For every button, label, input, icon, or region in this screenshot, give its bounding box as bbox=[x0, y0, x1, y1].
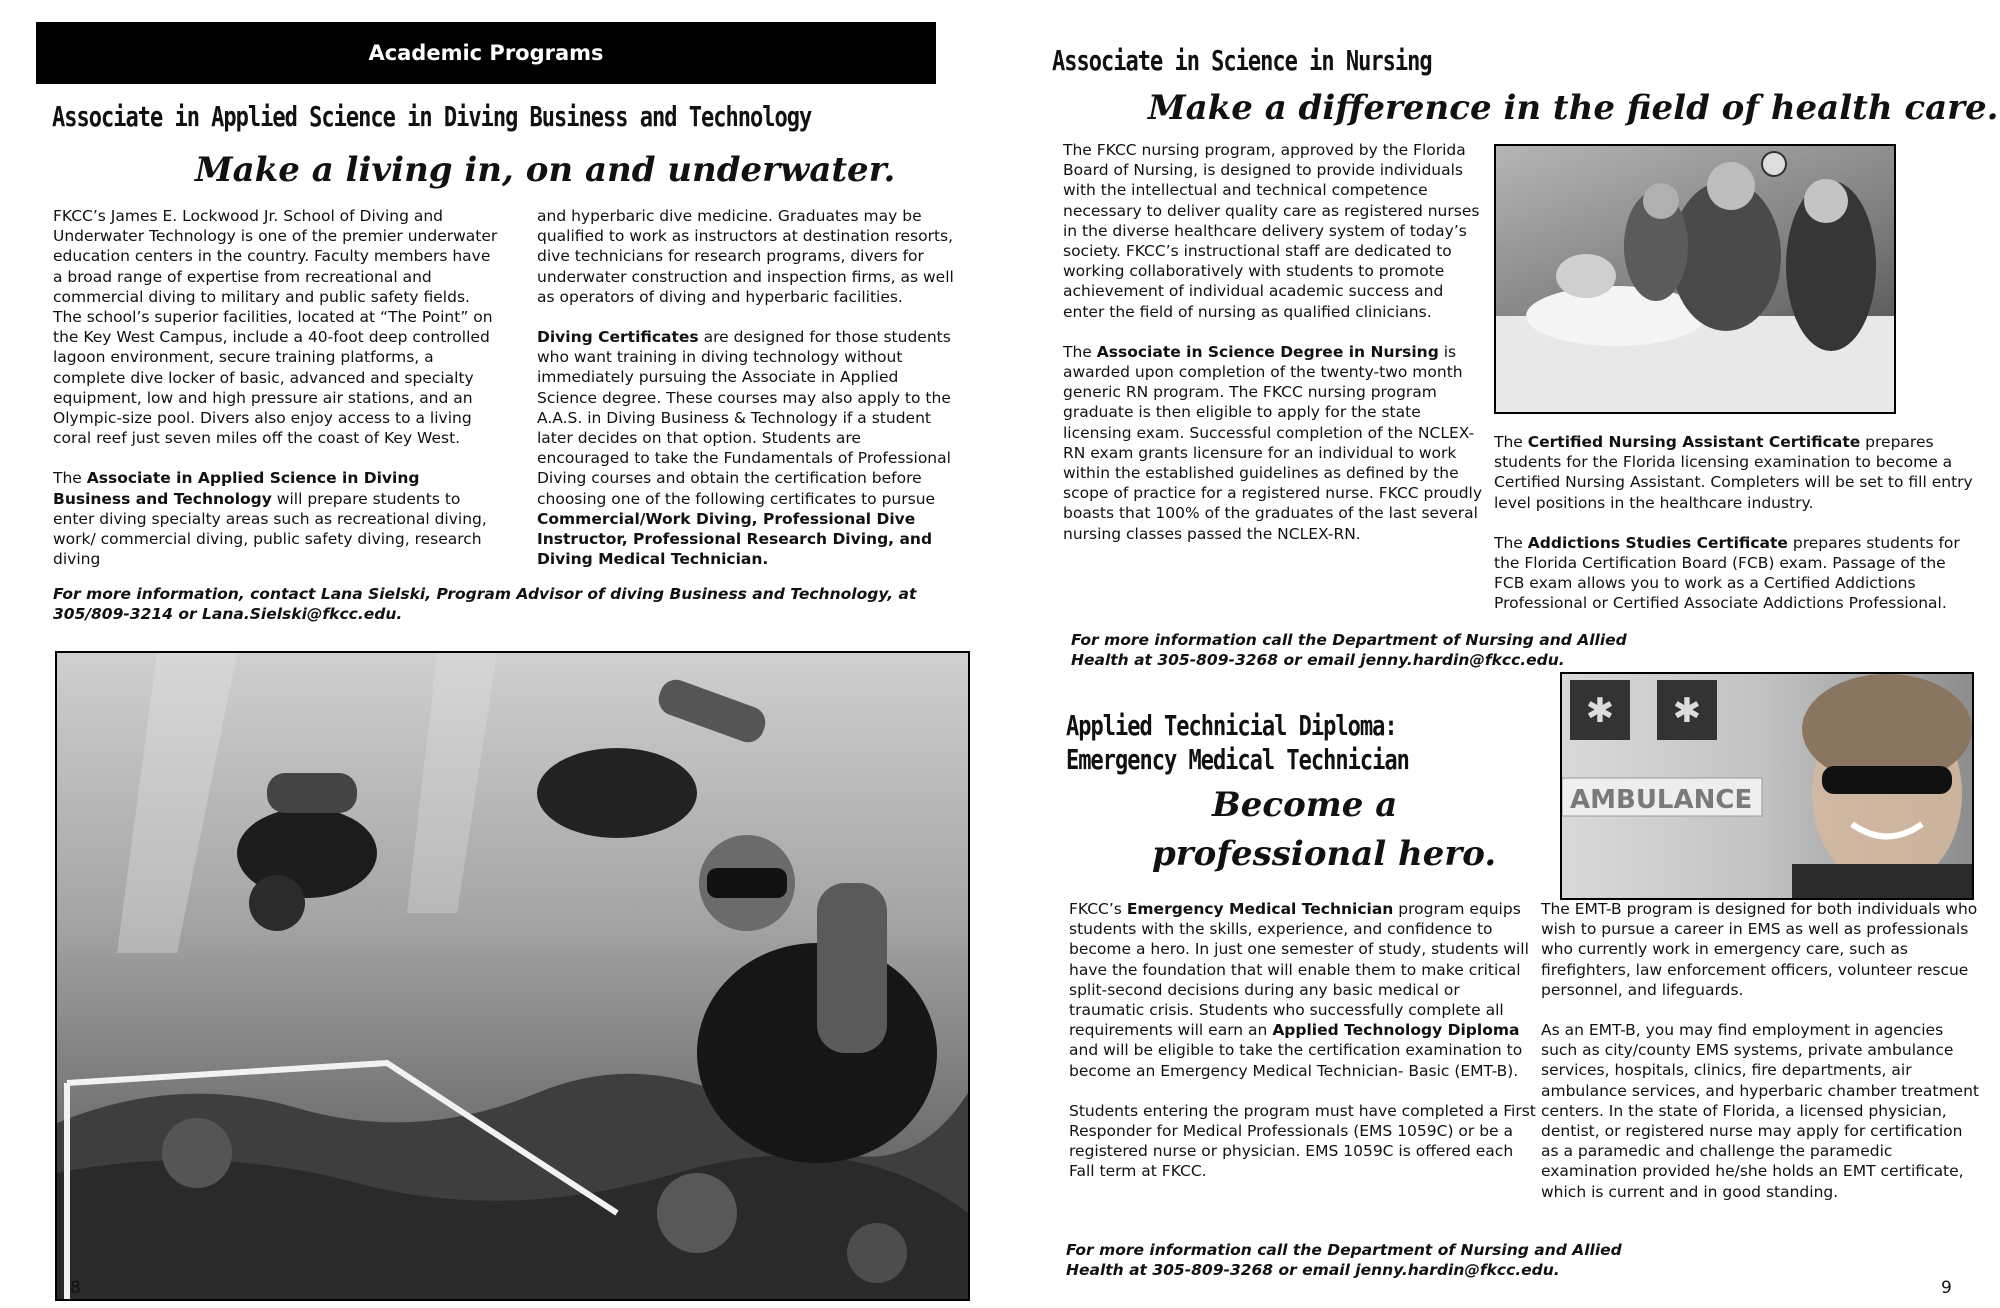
emt-b-program-paragraph: The EMT-B program is designed for both individuals who wish to pursue a career in EMS as well as professionals who currently work in emergency care, such as firefighters, law enforcement officers, volunteer rescue personnel, and lifeguards. bbox=[1541, 900, 1978, 999]
divers-illustration bbox=[57, 653, 968, 1299]
diving-column-1 bbox=[53, 206, 498, 589]
emt-column-1 bbox=[1069, 899, 1539, 1202]
ambulance-label: AMBULANCE bbox=[1570, 785, 1753, 815]
banner-title: Academic Programs bbox=[368, 41, 604, 65]
diving-column-2 bbox=[537, 206, 957, 589]
emt-tagline-line-2: professional hero. bbox=[1152, 834, 1497, 874]
svg-text:✱: ✱ bbox=[1672, 691, 1702, 731]
cna-certificate-paragraph: The Certified Nursing Assistant Certificate prepares students for the Florida licensing examination to become a Certified Nursing Assistant. Completers will be set to fill entry level positions in the healthcare industry. bbox=[1494, 433, 1973, 512]
diving-section-title: Associate in Applied Science in Diving Business and Technology bbox=[52, 102, 812, 134]
nursing-intro-paragraph: The FKCC nursing program, approved by the Florida Board of Nursing, is designed to provide individuals with the intellectual and technical competence necessary to deliver quality care as registered nurses in the diverse healthcare delivery system of today’s society. FKCC’s instructional staff are dedicated to working collaboratively with students to promote achievement of individual academic success and enter the field of nursing as qualified clinicians. bbox=[1063, 141, 1480, 321]
asn-degree-paragraph: The Associate in Science Degree in Nursing is awarded upon completion of the twenty-two month generic RN program. The FKCC nursing program graduate is then eligible to apply for the state licensing exam. Successful completion of the NCLEX-RN exam grants licensure for an individual to work within the established guidelines as defined by the scope of practice for a registered nurse. FKCC proudly boasts that 100% of the graduates of the last several nursing classes passed the NCLEX-RN. bbox=[1063, 342, 1483, 543]
divers-photo bbox=[55, 651, 970, 1301]
emt-contact-info: For more information call the Department of Nursing and Allied Health at 305-809-3268 or email jenny.hardin@fkcc.edu. bbox=[1066, 1241, 1622, 1279]
emt-column-2 bbox=[1541, 899, 1981, 1222]
emt-photo bbox=[1560, 672, 1974, 900]
diving-certificates-paragraph: Diving Certificates are designed for those students who want training in diving technology without immediately pursuing the Associate in Applied Science degree. These courses may also apply to the A.A.S. in Diving Business & Technology if a student later decides on that option. Students are encouraged to take the Fundamentals of Professional Diving courses and obtain the certification before choosing one of the following certificates to pursue Commercial/Work Diving, Professional Dive Instructor, Professional Research Diving, and Diving Medical Technician. bbox=[537, 328, 951, 569]
diving-contact-info: For more information, contact Lana Sielski, Program Advisor of diving Business and Technology, at 305/809-3214 or Lana.Sielski@fkcc.edu. bbox=[53, 585, 917, 623]
emt-section-title-line-2: Emergency Medical Technician bbox=[1066, 745, 1409, 777]
nursing-section-title: Associate in Science in Nursing bbox=[1052, 46, 1432, 78]
emt-intro-paragraph: FKCC’s Emergency Medical Technician program equips students with the skills, experience, and confidence to become a hero. In just one semester of study, students will have the foundation that will enable them to make critical split-second decisions during any basic medical or traumatic crisis. Students who successfully complete all requirements will earn an Applied Technology Diploma and will be eligible to take the certification examination to become an Emergency Medical Technician- Basic (EMT-B). bbox=[1069, 900, 1529, 1080]
page-number-right: 9 bbox=[1941, 1278, 1952, 1298]
graduates-paragraph: and hyperbaric dive medicine. Graduates may be qualified to work as instructors at destination resorts, dive technicians for research programs, divers for underwater construction and inspection firms, as well as operators of diving and hyperbaric facilities. bbox=[537, 207, 954, 306]
nursing-contact-info: For more information call the Department of Nursing and Allied Health at 305-809-3268 or email jenny.hardin@fkcc.edu. bbox=[1071, 631, 1627, 669]
nursing-photo bbox=[1494, 144, 1896, 414]
emt-illustration bbox=[1562, 674, 1972, 898]
diving-intro-paragraph: FKCC’s James E. Lockwood Jr. School of Diving and Underwater Technology is one of the premier underwater education centers in the country. Faculty members have a broad range of expertise from recreational and commercial diving to military and public safety fields. The school’s superior facilities, located at “The Point” on the Key West Campus, include a 40-foot deep controlled lagoon environment, secure training platforms, a complete dive locker of basic, advanced and specialty equipment, low and high pressure air stations, and an Olympic-size pool. Divers also enjoy access to a living coral reef just seven miles off the coast of Key West. bbox=[53, 207, 498, 448]
nursing-tagline: Make a difference in the field of health care. bbox=[1148, 88, 1999, 128]
diving-tagline: Make a living in, on and underwater. bbox=[195, 150, 896, 190]
emt-tagline-line-1: Become a bbox=[1212, 785, 1398, 825]
addictions-certificate-paragraph: The Addictions Studies Certificate prepares students for the Florida Certification Board (FCB) exam. Passage of the FCB exam allows you to work as a Certified Addictions Professional or Certified Associate Addictions Professional. bbox=[1494, 533, 1960, 613]
nursing-illustration bbox=[1496, 146, 1894, 412]
nursing-column-2 bbox=[1494, 432, 1974, 634]
svg-text:✱: ✱ bbox=[1585, 691, 1615, 731]
aas-diving-paragraph: The Associate in Applied Science in Diving Business and Technology will prepare students to enter diving specialty areas such as recreational diving, work/ commercial diving, public safety diving, research diving bbox=[53, 469, 487, 569]
academic-programs-banner bbox=[36, 22, 936, 84]
emt-b-employment-paragraph: As an EMT-B, you may find employment in agencies such as city/county EMS systems, private ambulance services, hospitals, clinics, fire departments, air ambulance services, and hyperbaric chamber treatment centers. In the state of Florida, a licensed physician, dentist, or registered nurse may apply for certification as a paramedic and challenge the paramedic examination provided he/she holds an EMT certificate, which is current and in good standing. bbox=[1541, 1021, 1979, 1201]
emt-prerequisite-paragraph: Students entering the program must have completed a First Responder for Medical Professionals (EMS 1059C) or be a registered nurse or physician. EMS 1059C is offered each Fall term at FKCC. bbox=[1069, 1101, 1536, 1181]
emt-section-title-line-1: Applied Technicial Diploma: bbox=[1066, 711, 1397, 743]
nursing-column-1 bbox=[1063, 140, 1483, 564]
page-number-left: 8 bbox=[70, 1278, 81, 1298]
